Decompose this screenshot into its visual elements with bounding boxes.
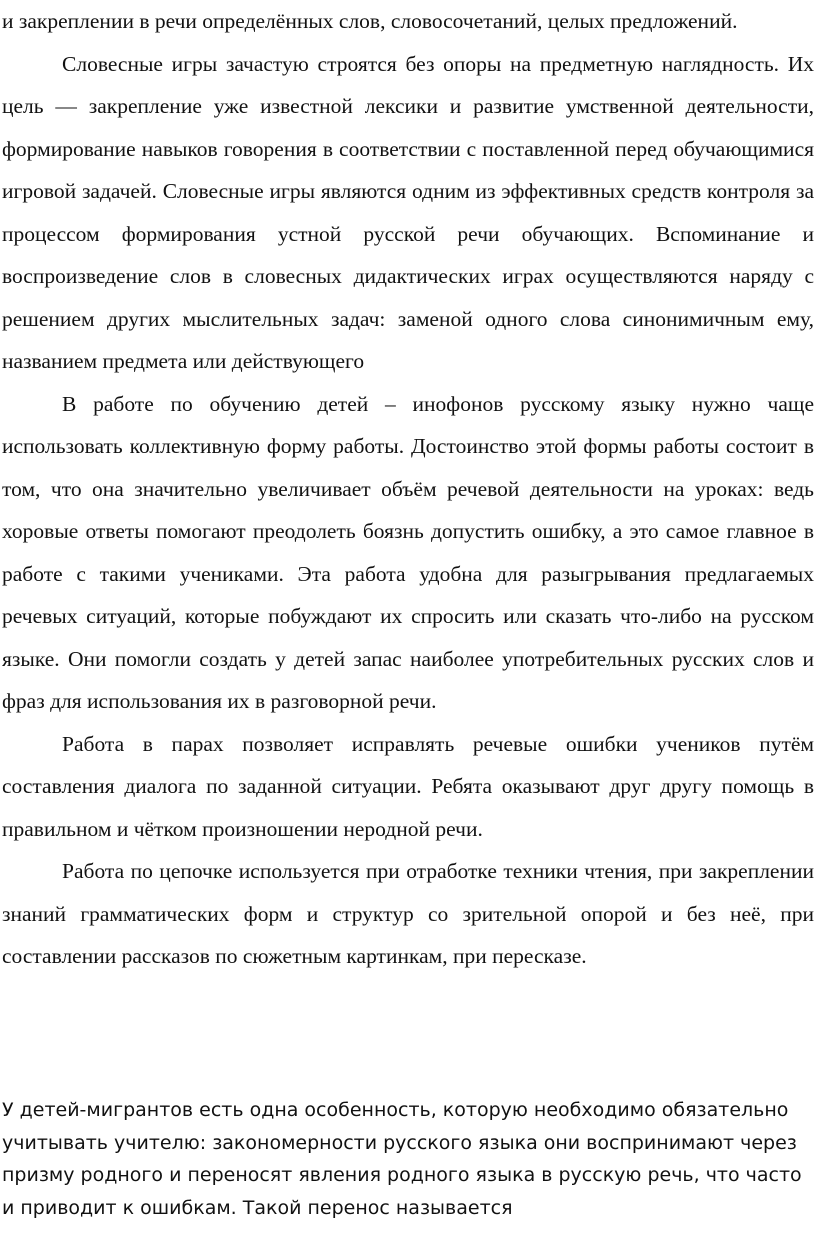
document-tail [2,1094,814,1224]
paragraph-migrant-children: У детей-мигрантов есть одна особенность, которую необходимо обязательно учитывать учителю: закономерности русского языка они воспринимают через призму родного и переносят явления родного языка в русскую речь, что часто и приводит к ошибкам. Такой перенос называется [2,1099,802,1219]
paragraph-continuation: и закреплении в речи определённых слов, словосочетаний, целых предложений. [2,9,738,33]
paragraph-word-games: Словесные игры зачастую строятся без опоры на предметную наглядность. Их цель — закрепление уже известной лексики и развитие умственной деятельности, формирование навыков говорения в соответствии с поставленной перед обучающимися игровой задачей. Словесные игры являются одним из эффективных средств контроля за процессом формирования устной русской речи обучающих. Вспоминание и воспроизведение слов в словесных дидактических играх осуществляются наряду с решением других мыслительных задач: заменой одного слова синонимичным ему, названием предмета или действующего [2,51,814,373]
paragraph-chain-work: Работа по цепочке используется при отработке техники чтения, при закреплении знаний грамматических форм и структур со зрительной опорой и без неё, при составлении рассказов по сюжетным картинкам, при пересказе. [2,859,814,968]
paragraph-pair-work: Работа в парах позволяет исправлять речевые ошибки учеников путём составления диалога по заданной ситуации. Ребята оказывают друг другу помощь в правильном и чётком произношении неродной речи. [2,731,814,841]
document-body [2,0,814,978]
paragraph-collective-work: В работе по обучению детей – инофонов русскому языку нужно чаще использовать коллективную форму работы. Достоинство этой формы работы состоит в том, что она значительно увеличивает объём речевой деятельности на уроках: ведь хоровые ответы помогают преодолеть боязнь допустить ошибку, а это самое главное в работе с такими учениками. Эта работа удобна для разыгрывания предлагаемых речевых ситуаций, которые побуждают их спросить или сказать что-либо на русском языке. Они помогли создать у детей запас наиболее употребительных русских слов и фраз для использования их в разговорной речи. [2,391,814,713]
